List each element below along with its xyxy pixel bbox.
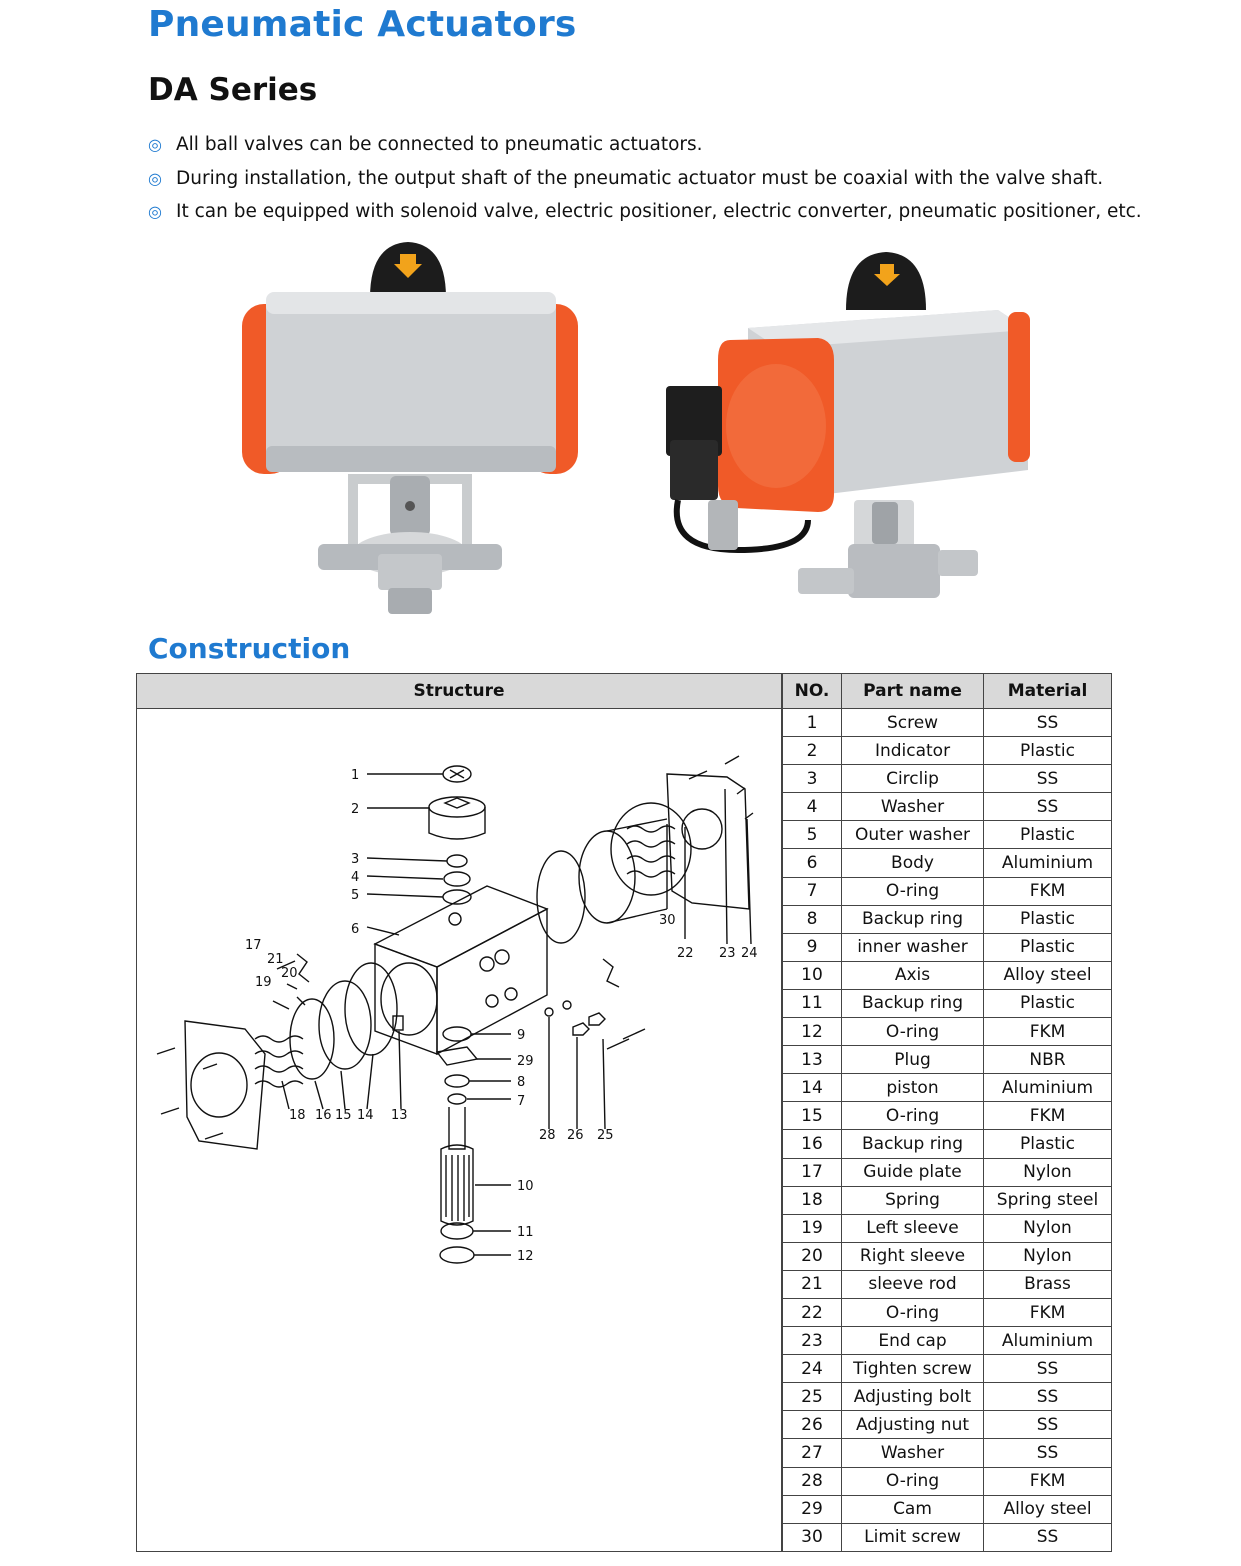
- cell-no: 3: [783, 765, 842, 793]
- feature-item: [148, 195, 1142, 229]
- cell-material: Nylon: [984, 1214, 1112, 1242]
- callout-29: 29: [517, 1054, 534, 1069]
- cell-no: 8: [783, 905, 842, 933]
- cell-no: 7: [783, 877, 842, 905]
- cell-material: SS: [984, 765, 1112, 793]
- callout-14: 14: [357, 1108, 374, 1123]
- cell-no: 10: [783, 961, 842, 989]
- cell-material: Alloy steel: [984, 961, 1112, 989]
- callout-11: 11: [517, 1225, 534, 1240]
- cell-no: 11: [783, 989, 842, 1017]
- table-row: [783, 709, 1112, 737]
- feature-text: It can be equipped with solenoid valve, electric positioner, electric converter, pneumatic positioner, etc.: [176, 201, 1142, 223]
- cell-material: SS: [984, 1523, 1112, 1551]
- cell-no: 22: [783, 1298, 842, 1326]
- page-title: Pneumatic Actuators: [148, 4, 577, 45]
- cell-no: 17: [783, 1158, 842, 1186]
- feature-item: [148, 128, 1142, 162]
- table-row: [783, 905, 1112, 933]
- table-row: [783, 1327, 1112, 1355]
- table-row: [783, 1214, 1112, 1242]
- table-row: [783, 1467, 1112, 1495]
- cell-material: Alloy steel: [984, 1495, 1112, 1523]
- cell-no: 18: [783, 1186, 842, 1214]
- cell-part-name: End cap: [842, 1327, 984, 1355]
- actuator-photo-front: [230, 236, 590, 616]
- cell-material: NBR: [984, 1046, 1112, 1074]
- cell-no: 27: [783, 1439, 842, 1467]
- table-row: [783, 1270, 1112, 1298]
- cell-part-name: Backup ring: [842, 989, 984, 1017]
- cell-no: 9: [783, 933, 842, 961]
- cell-material: FKM: [984, 1102, 1112, 1130]
- callout-21: 21: [267, 952, 284, 967]
- cell-no: 14: [783, 1074, 842, 1102]
- actuator-photo-angled: [658, 250, 1038, 620]
- callout-15: 15: [335, 1108, 352, 1123]
- cell-no: 15: [783, 1102, 842, 1130]
- parts-table-body: [783, 709, 1112, 1552]
- cell-part-name: Tighten screw: [842, 1355, 984, 1383]
- table-row: [783, 877, 1112, 905]
- cell-material: SS: [984, 709, 1112, 737]
- cell-no: 6: [783, 849, 842, 877]
- cell-part-name: Washer: [842, 1439, 984, 1467]
- cell-part-name: piston: [842, 1074, 984, 1102]
- cell-no: 30: [783, 1523, 842, 1551]
- table-row: [783, 1102, 1112, 1130]
- table-row: [783, 1018, 1112, 1046]
- cell-material: SS: [984, 1355, 1112, 1383]
- double-circle-icon: ◎: [148, 202, 162, 222]
- cell-part-name: Circlip: [842, 765, 984, 793]
- cell-no: 19: [783, 1214, 842, 1242]
- exploded-diagram: [137, 709, 781, 1551]
- cell-part-name: sleeve rod: [842, 1270, 984, 1298]
- table-header-row: [783, 674, 1112, 709]
- cell-material: FKM: [984, 1467, 1112, 1495]
- callout-9: 9: [517, 1028, 526, 1043]
- column-header-part-name: Part name: [842, 674, 984, 709]
- feature-list: [148, 128, 1142, 229]
- cell-material: FKM: [984, 1298, 1112, 1326]
- column-header-material: Material: [984, 674, 1112, 709]
- cell-part-name: Body: [842, 849, 984, 877]
- callout-28: 28: [539, 1128, 556, 1143]
- cell-part-name: Axis: [842, 961, 984, 989]
- callout-17: 17: [245, 938, 262, 953]
- cell-part-name: Plug: [842, 1046, 984, 1074]
- callout-19: 19: [255, 975, 272, 990]
- column-header-no: NO.: [783, 674, 842, 709]
- cell-part-name: Outer washer: [842, 821, 984, 849]
- table-row: [783, 793, 1112, 821]
- feature-text: All ball valves can be connected to pneumatic actuators.: [176, 134, 703, 156]
- callout-4: 4: [351, 870, 360, 885]
- callout-26: 26: [567, 1128, 584, 1143]
- cell-material: Aluminium: [984, 1074, 1112, 1102]
- cell-part-name: Adjusting nut: [842, 1411, 984, 1439]
- cell-part-name: O-ring: [842, 1018, 984, 1046]
- cell-no: 28: [783, 1467, 842, 1495]
- table-row: [783, 1495, 1112, 1523]
- feature-text: During installation, the output shaft of the pneumatic actuator must be coaxial with the valve shaft.: [176, 167, 1104, 189]
- table-row: [783, 737, 1112, 765]
- callout-13: 13: [391, 1108, 408, 1123]
- cell-material: SS: [984, 1383, 1112, 1411]
- table-row: [783, 1158, 1112, 1186]
- cell-no: 23: [783, 1327, 842, 1355]
- callout-10: 10: [517, 1179, 534, 1194]
- callout-2: 2: [351, 802, 360, 817]
- cell-material: SS: [984, 1411, 1112, 1439]
- cell-part-name: inner washer: [842, 933, 984, 961]
- cell-part-name: Washer: [842, 793, 984, 821]
- cell-material: FKM: [984, 1018, 1112, 1046]
- cell-part-name: Backup ring: [842, 1130, 984, 1158]
- double-circle-icon: ◎: [148, 135, 162, 155]
- cell-part-name: Right sleeve: [842, 1242, 984, 1270]
- callout-20: 20: [281, 966, 298, 981]
- callout-12: 12: [517, 1249, 534, 1264]
- cell-material: Plastic: [984, 1130, 1112, 1158]
- cell-part-name: Screw: [842, 709, 984, 737]
- callout-25: 25: [597, 1128, 614, 1143]
- cell-no: 16: [783, 1130, 842, 1158]
- double-circle-icon: ◎: [148, 168, 162, 188]
- cell-material: Plastic: [984, 905, 1112, 933]
- table-row: [783, 1186, 1112, 1214]
- cell-part-name: O-ring: [842, 877, 984, 905]
- callout-22: 22: [677, 946, 694, 961]
- table-row: [783, 989, 1112, 1017]
- structure-header: Structure: [137, 674, 781, 709]
- cell-part-name: Limit screw: [842, 1523, 984, 1551]
- section-title: Construction: [148, 632, 351, 665]
- cell-material: Plastic: [984, 933, 1112, 961]
- feature-item: [148, 162, 1142, 196]
- cell-part-name: Indicator: [842, 737, 984, 765]
- cell-material: Brass: [984, 1270, 1112, 1298]
- cell-material: Aluminium: [984, 1327, 1112, 1355]
- structure-panel: [136, 673, 782, 1552]
- cell-part-name: Adjusting bolt: [842, 1383, 984, 1411]
- table-row: [783, 1383, 1112, 1411]
- callout-8: 8: [517, 1075, 526, 1090]
- cell-part-name: Left sleeve: [842, 1214, 984, 1242]
- cell-part-name: O-ring: [842, 1467, 984, 1495]
- cell-material: SS: [984, 1439, 1112, 1467]
- table-row: [783, 1439, 1112, 1467]
- cell-no: 2: [783, 737, 842, 765]
- cell-no: 13: [783, 1046, 842, 1074]
- callout-30: 30: [659, 913, 676, 928]
- table-row: [783, 1046, 1112, 1074]
- cell-part-name: O-ring: [842, 1298, 984, 1326]
- callout-24: 24: [741, 946, 758, 961]
- cell-material: FKM: [984, 877, 1112, 905]
- table-row: [783, 1074, 1112, 1102]
- callout-6: 6: [351, 922, 360, 937]
- cell-material: Plastic: [984, 821, 1112, 849]
- table-row: [783, 765, 1112, 793]
- cell-part-name: O-ring: [842, 1102, 984, 1130]
- table-row: [783, 961, 1112, 989]
- series-title: DA Series: [148, 72, 318, 108]
- cell-material: Aluminium: [984, 849, 1112, 877]
- table-row: [783, 1523, 1112, 1551]
- table-row: [783, 933, 1112, 961]
- callout-1: 1: [351, 768, 360, 783]
- cell-no: 24: [783, 1355, 842, 1383]
- cell-part-name: Guide plate: [842, 1158, 984, 1186]
- parts-table: [782, 673, 1112, 1552]
- table-row: [783, 821, 1112, 849]
- cell-material: Spring steel: [984, 1186, 1112, 1214]
- cell-no: 21: [783, 1270, 842, 1298]
- cell-no: 25: [783, 1383, 842, 1411]
- cell-material: Plastic: [984, 737, 1112, 765]
- cell-no: 12: [783, 1018, 842, 1046]
- cell-no: 26: [783, 1411, 842, 1439]
- cell-part-name: Backup ring: [842, 905, 984, 933]
- table-row: [783, 1130, 1112, 1158]
- callout-16: 16: [315, 1108, 332, 1123]
- cell-no: 1: [783, 709, 842, 737]
- cell-no: 20: [783, 1242, 842, 1270]
- table-row: [783, 1242, 1112, 1270]
- table-row: [783, 849, 1112, 877]
- cell-material: Nylon: [984, 1242, 1112, 1270]
- cell-material: SS: [984, 793, 1112, 821]
- callout-3: 3: [351, 852, 360, 867]
- cell-material: Plastic: [984, 989, 1112, 1017]
- cell-no: 29: [783, 1495, 842, 1523]
- cell-no: 5: [783, 821, 842, 849]
- callout-5: 5: [351, 888, 360, 903]
- callout-23: 23: [719, 946, 736, 961]
- table-row: [783, 1298, 1112, 1326]
- callout-7: 7: [517, 1094, 526, 1109]
- cell-no: 4: [783, 793, 842, 821]
- cell-material: Nylon: [984, 1158, 1112, 1186]
- table-row: [783, 1355, 1112, 1383]
- callout-18: 18: [289, 1108, 306, 1123]
- table-row: [783, 1411, 1112, 1439]
- cell-part-name: Cam: [842, 1495, 984, 1523]
- cell-part-name: Spring: [842, 1186, 984, 1214]
